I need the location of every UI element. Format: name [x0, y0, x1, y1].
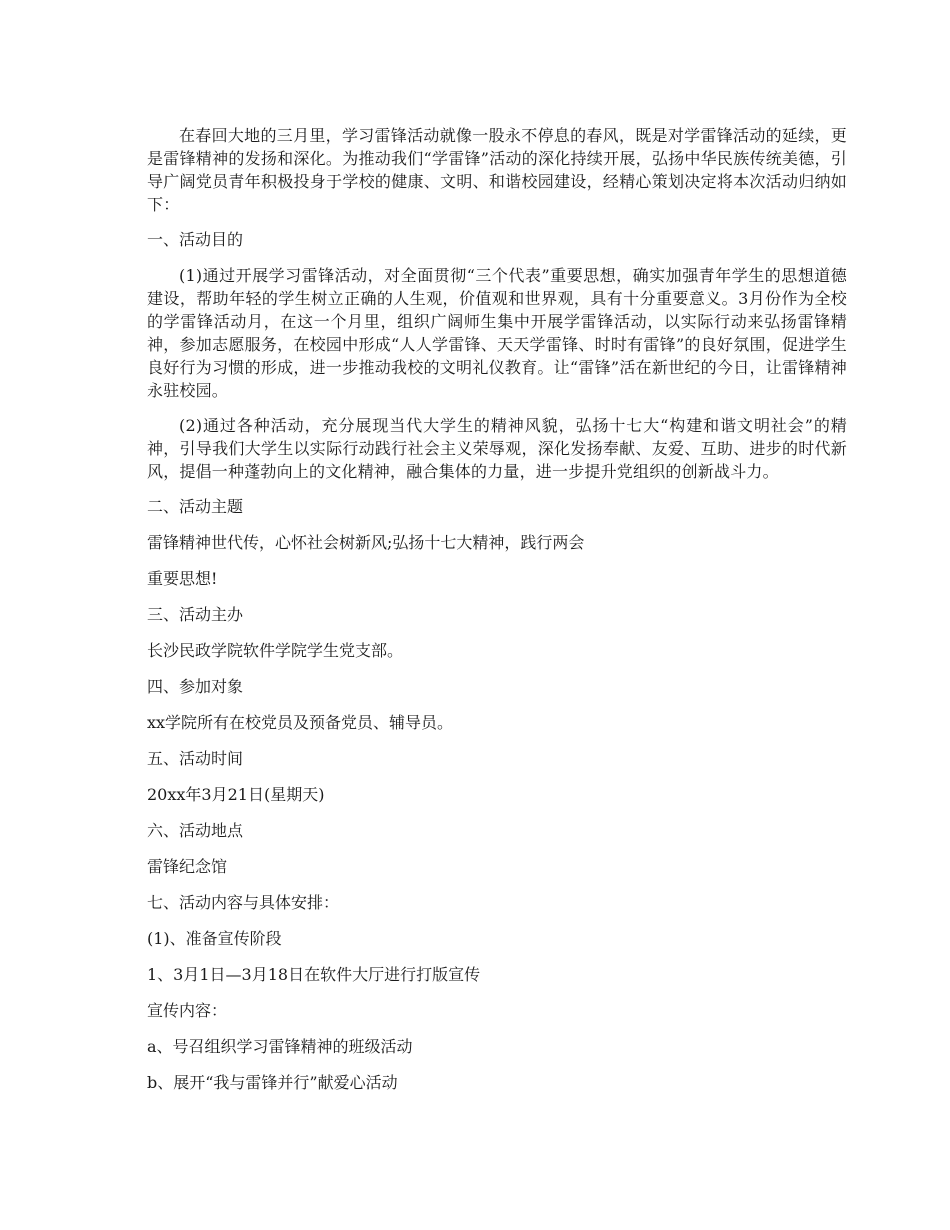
section-heading-participants: 四、参加对象	[147, 677, 244, 696]
promo-item-a: a、号召组织学习雷锋精神的班级活动	[147, 1037, 413, 1056]
promo-item-b: b、展开“我与雷锋并行”献爱心活动	[147, 1073, 398, 1092]
promo-label: 宣传内容：	[147, 1001, 228, 1020]
section-heading-time: 五、活动时间	[147, 749, 244, 768]
theme-line-2: 重要思想!	[147, 569, 218, 588]
theme-line-1: 雷锋精神世代传，心怀社会树新风;弘扬十七大精神，践行两会	[147, 533, 585, 552]
section-heading-location: 六、活动地点	[147, 821, 244, 840]
participants-text: xx学院所有在校党员及预备党员、辅导员。	[147, 713, 454, 732]
section-heading-theme: 二、活动主题	[147, 497, 244, 516]
purpose-paragraph-1: (1)通过开展学习雷锋活动，对全面贯彻“三个代表”重要思想，确实加强青年学生的思想道德建设，帮助年轻的学生树立正确的人生观，价值观和世界观，具有十分重要意义。3月份作为全校的学雷锋活动月，在这一个月里，组织广阔师生集中开展学雷锋活动，以实际行动来弘扬雷锋精神，参加志愿服务，在校园中形成“人人学雷锋、天天学雷锋、时时有雷锋”的良好氛围，促进学生良好行为习惯的形成，进一步推动我校的文明礼仪教育。让“雷锋”活在新世纪的今日，让雷锋精神永驻校园。	[147, 266, 847, 400]
purpose-paragraph-2: (2)通过各种活动，充分展现当代大学生的精神风貌，弘扬十七大“构建和谐文明社会”的精神，引导我们大学生以实际行动践行社会主义荣辱观，深化发扬奉献、友爱、互助、进步的时代新风，提倡一种蓬勃向上的文化精神，融合集体的力量，进一步提升党组织的创新战斗力。	[147, 416, 847, 481]
organizer-text: 长沙民政学院软件学院学生党支部。	[147, 641, 404, 660]
intro-paragraph: 在春回大地的三月里，学习雷锋活动就像一股永不停息的春风，既是对学雷锋活动的延续，更是雷锋精神的发扬和深化。为推动我们“学雷锋”活动的深化持续开展，弘扬中华民族传统美德，引导广阔党员青年积极投身于学校的健康、文明、和谐校园建设，经精心策划决定将本次活动归纳如下：	[147, 126, 847, 214]
document-body	[147, 124, 847, 1107]
section-heading-schedule: 七、活动内容与具体安排：	[147, 893, 340, 912]
time-text: 20xx年3月21日(星期天)	[147, 785, 325, 804]
section-heading-organizer: 三、活动主办	[147, 605, 244, 624]
schedule-item-1: 1、3月1日—3月18日在软件大厅进行打版宣传	[147, 965, 481, 984]
stage-1-heading: (1)、准备宣传阶段	[147, 929, 282, 948]
section-heading-purpose: 一、活动目的	[147, 230, 244, 249]
location-text: 雷锋纪念馆	[147, 857, 228, 876]
